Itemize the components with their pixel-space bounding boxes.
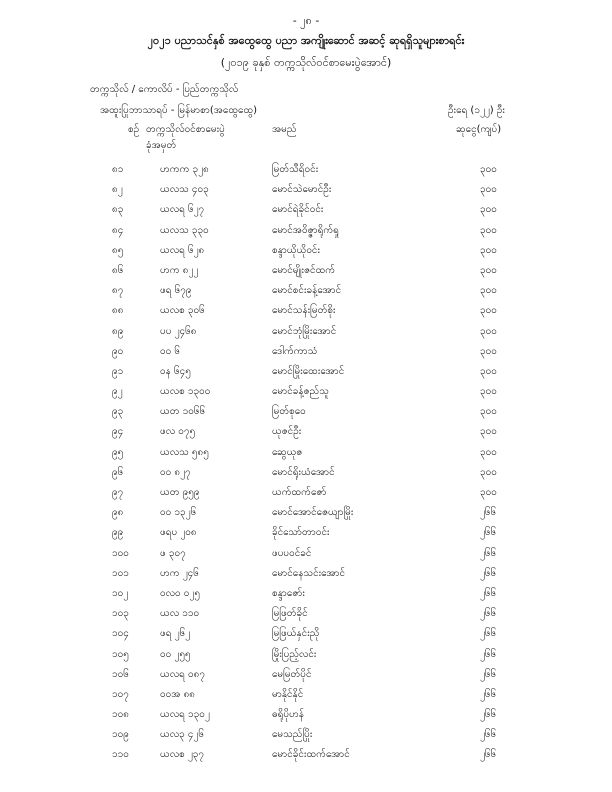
row-number: ၉၀ (112, 345, 124, 357)
table-row (0, 342, 612, 362)
prize-amount: ၂၆၆ (480, 527, 497, 539)
table-row (0, 443, 612, 463)
prize-amount: ၂၆၆ (480, 608, 497, 620)
prize-amount: ၃၀၀ (480, 264, 497, 276)
prize-amount: ၃၀၀ (480, 487, 497, 498)
student-name: မောင်ရိုးယံအောင် (272, 466, 335, 478)
prize-amount: ၃၀၀ (480, 305, 497, 317)
roll-number: ဖ ၃၀၇ (160, 547, 186, 559)
prize-amount: ၃၀၀ (480, 386, 497, 398)
roll-number: ယတ ၉၅၉ (160, 487, 200, 498)
table-row (0, 604, 612, 624)
student-name: ခိုင်သော်တာဝင်း (272, 527, 330, 539)
page-number: - ၂၈ - (292, 14, 320, 27)
roll-number: ဟက ၂၄၆ (160, 567, 199, 579)
table-row (0, 422, 612, 442)
student-name: မောင်အောင်ဇေယျာမြိုး (272, 507, 354, 519)
table-row (0, 241, 612, 261)
roll-number: ယလစ ၃၀၆ (160, 305, 205, 317)
student-name: မြိုးပြည့်လင်း (272, 648, 317, 660)
prize-amount: ၃၀၀ (480, 204, 497, 216)
roll-number: ယလသ ၃၃၀ (160, 224, 209, 236)
roll-number: ဖရ ၆၇၉ (160, 285, 192, 297)
table-row (0, 281, 612, 301)
row-number: ၁၀၅ (112, 648, 129, 660)
prize-amount: ၃၀၀ (480, 466, 497, 478)
document-title: ၂၀၂၁ ပညာသင်နှစ် အထွေထွေ ပညာ အကျိုးဆောင် အဆင့် ဆုရရှိသူများစာရင်း (147, 34, 465, 47)
row-number: ၁၀၈ (112, 709, 129, 721)
prize-amount: ၂၆၆ (480, 507, 497, 519)
row-number: ၉၃ (112, 406, 124, 418)
student-name: စန္ဒာဇော်း (272, 587, 305, 599)
student-name: မောင်သဲမောင်ဦး (272, 184, 332, 196)
prize-amount: ၂၆၆ (480, 567, 497, 579)
student-name: စန္ဒာယိုယိုဝင်း (272, 244, 321, 256)
roll-number: ယလသ ၅၈၅ (160, 446, 209, 458)
row-number: ၉၆ (112, 466, 124, 478)
student-name: မြဖြတ်ခိုင် (272, 608, 308, 620)
roll-number: ဝဝ ၂၅၅ (160, 648, 191, 660)
results-table (0, 160, 612, 766)
prize-amount: ၃၀၀ (480, 365, 497, 377)
prize-amount: ၃၀၀ (480, 224, 497, 236)
table-row (0, 200, 612, 220)
student-name: မောင်အဝိဇ္ဇာရိုက်ရှု (272, 224, 339, 236)
roll-number: ယလစ ၁၃၀၀ (160, 386, 211, 398)
table-row (0, 503, 612, 523)
prize-amount: ၃၀၀ (480, 426, 497, 438)
roll-number: ယလရ ၁၃၀၂ (160, 709, 210, 721)
student-name: မောင်ခန့်ဇည်သူ (272, 386, 329, 398)
prize-amount: ၃၀၀ (480, 345, 497, 357)
row-number: ၁၀၁ (112, 567, 129, 579)
roll-number: ဟက ၈၂၂ (160, 264, 199, 276)
row-number: ၈၅ (112, 244, 124, 256)
prize-amount: ၂၆၆ (480, 587, 497, 599)
roll-number: ပပ ၂၄၆၈ (160, 325, 197, 337)
prize-amount: ၃၀၀ (480, 244, 497, 256)
row-number: ၁၀၄ (112, 628, 129, 640)
row-number: ၈၉ (112, 325, 124, 337)
student-name: မာနိုင်နိုင် (272, 688, 304, 700)
row-number: ၉၈ (112, 507, 124, 519)
row-number: ၈၇ (112, 285, 124, 297)
row-number: ၈၈ (112, 305, 124, 317)
table-row (0, 685, 612, 705)
table-row (0, 261, 612, 281)
prize-amount: ၃၀၀ (480, 184, 497, 196)
prize-amount: ၃၀၀ (480, 406, 497, 418)
prize-amount: ၂၆၆ (480, 547, 497, 559)
table-row (0, 665, 612, 685)
student-name: မေမြတ်ပိုင် (272, 668, 312, 680)
document-subtitle: (၂၀၁၉ ခုနှစ် တက္ကသိုလ်ဝင်စာမေးပွဲအောင်) (220, 56, 392, 69)
roll-number: ဝဝ ၈၂၇ (160, 466, 191, 478)
row-number: ၉၇ (112, 487, 124, 498)
roll-number: ယလရ ၀၈၇ (160, 668, 205, 680)
row-number: ၉၅ (112, 446, 124, 458)
row-number: ၉၄ (112, 426, 124, 438)
header-name: အမည် (272, 124, 297, 135)
student-name: မြတ်သီရိဝင်း (272, 164, 319, 175)
student-name: မောင်ခိုင်းထက်အောင် (272, 749, 350, 761)
student-name: မေသည်ပြိုး (272, 729, 313, 741)
table-row (0, 745, 612, 765)
student-name: မောင်မြိုးထေးအောင် (272, 365, 345, 377)
prize-amount: ၂၆၆ (480, 668, 497, 680)
row-number: ၈၂ (112, 184, 123, 196)
roll-number: ယလ၃ ၄၂၆ (160, 729, 205, 741)
table-row (0, 382, 612, 402)
roll-number: ဖရပ ၂၀၈ (160, 527, 197, 539)
student-name: မောင်ဘုံမြိုးအောင် (272, 325, 337, 337)
roll-number: ဖလ ၀၇၅ (160, 426, 196, 438)
prize-amount: ၃၀၀ (480, 325, 497, 337)
table-row (0, 564, 612, 584)
table-row (0, 180, 612, 200)
university-line: တက္ကသိုလ် / ကောလိပ် - ပြည်တက္ကသိုလ် (90, 84, 239, 95)
row-number: ၈၄ (112, 224, 124, 236)
prize-amount: ၂၆၆ (480, 688, 497, 700)
row-number: ၁၀၃ (112, 608, 129, 620)
student-name: မြဖြယ်နှင်းညို (272, 628, 320, 640)
prize-amount: ၂၆၆ (480, 709, 497, 721)
roll-number: ယလ ၁၁၀ (160, 608, 200, 620)
student-name: မောင်နေသင်းအောင် (272, 567, 346, 579)
table-row (0, 322, 612, 342)
table-row (0, 221, 612, 241)
roll-number: ဝဝ ၆ (160, 345, 181, 357)
row-number: ၁၀၀ (112, 547, 129, 559)
roll-number: ဝန ၆၄၅ (160, 365, 191, 377)
student-name: ဆွေယုဇ (272, 446, 303, 458)
prize-amount: ၂၆၆ (480, 749, 497, 761)
row-number: ၁၁၀ (112, 749, 129, 761)
prize-amount: ၃၀၀ (480, 164, 497, 175)
roll-number: ဖရ ၂၆၂ (160, 628, 191, 640)
student-name: ဖပပဝင်ခင် (272, 547, 312, 559)
table-row (0, 160, 612, 180)
header-amount: ဆုငွေ(ကျပ်) (456, 124, 502, 135)
row-number: ၈၁ (112, 164, 124, 175)
prize-amount: ၂၆၆ (480, 628, 497, 640)
row-number: ၁၀၉ (112, 729, 129, 741)
row-number: ၉၉ (112, 527, 124, 539)
table-row (0, 725, 612, 745)
table-row (0, 463, 612, 483)
prize-amount: ၂၆၆ (480, 648, 497, 660)
row-number: ၁၀၆ (112, 668, 129, 680)
student-name: ဒေါက်ကာသံ (272, 345, 318, 357)
student-name: မောင်သန်းမြတ်စိုး (272, 305, 336, 317)
table-row (0, 705, 612, 725)
student-name: မောင်စင်းခန့်အောင် (272, 285, 342, 297)
header-roll-line2: ခုံအမှတ် (146, 140, 177, 151)
roll-number: ယလစ ၂၃၇ (160, 749, 205, 761)
roll-number: ယလသ ၄၀၃ (160, 184, 209, 196)
roll-number: ဟကက ၃၂၈ (160, 164, 209, 175)
table-row (0, 301, 612, 321)
row-number: ၈၆ (112, 264, 124, 276)
table-row (0, 624, 612, 644)
row-number: ၁၀၂ (112, 587, 129, 599)
roll-number: ယလရ ၆၂၇ (160, 204, 205, 216)
student-name: ယက်ထက်ဇော် (272, 487, 327, 498)
roll-number: ဝဝ ၁၃၂၆ (160, 507, 197, 519)
table-row (0, 362, 612, 382)
row-number: ၉၂ (112, 386, 123, 398)
student-name: မောင်မျိုးဇင်ထက် (272, 264, 336, 276)
student-name: မောင်ရဲခိုင်ဝင်း (272, 204, 324, 216)
table-row (0, 645, 612, 665)
roll-number: ယလရ ၆၂၈ (160, 244, 205, 256)
table-row (0, 483, 612, 503)
student-name: မြတ်စုဝေ (272, 406, 306, 418)
row-number: ၈၃ (112, 204, 124, 216)
table-row (0, 544, 612, 564)
header-no: စဉ် (128, 124, 140, 135)
table-row (0, 523, 612, 543)
header-roll-line1: တက္ကသိုလ်ဝင်စာမေးပွဲ (146, 124, 225, 135)
row-number: ၉၁ (112, 365, 124, 377)
student-name: ယုဇင်ဦး (272, 426, 302, 438)
prize-amount: ၃၀၀ (480, 446, 497, 458)
roll-number: ဝဝအ ၈၈ (160, 688, 196, 700)
table-row (0, 402, 612, 422)
student-name: ဓရိုပိုဟန် (272, 709, 305, 721)
prize-amount: ၂၆၆ (480, 729, 497, 741)
subject-line: အထူးပြုဘာသာရပ် - မြန်မာစာ(အထွေထွေ) (100, 105, 258, 116)
table-row (0, 584, 612, 604)
roll-number: ဝလဝ ၀၂၅ (160, 587, 200, 599)
prize-amount: ၃၀၀ (480, 285, 497, 297)
total-count: ဦးရေ (၁၂၂) ဦး (448, 105, 505, 116)
roll-number: ယတ ၁၀၆၆ (160, 406, 206, 418)
row-number: ၁၀၇ (112, 688, 129, 700)
